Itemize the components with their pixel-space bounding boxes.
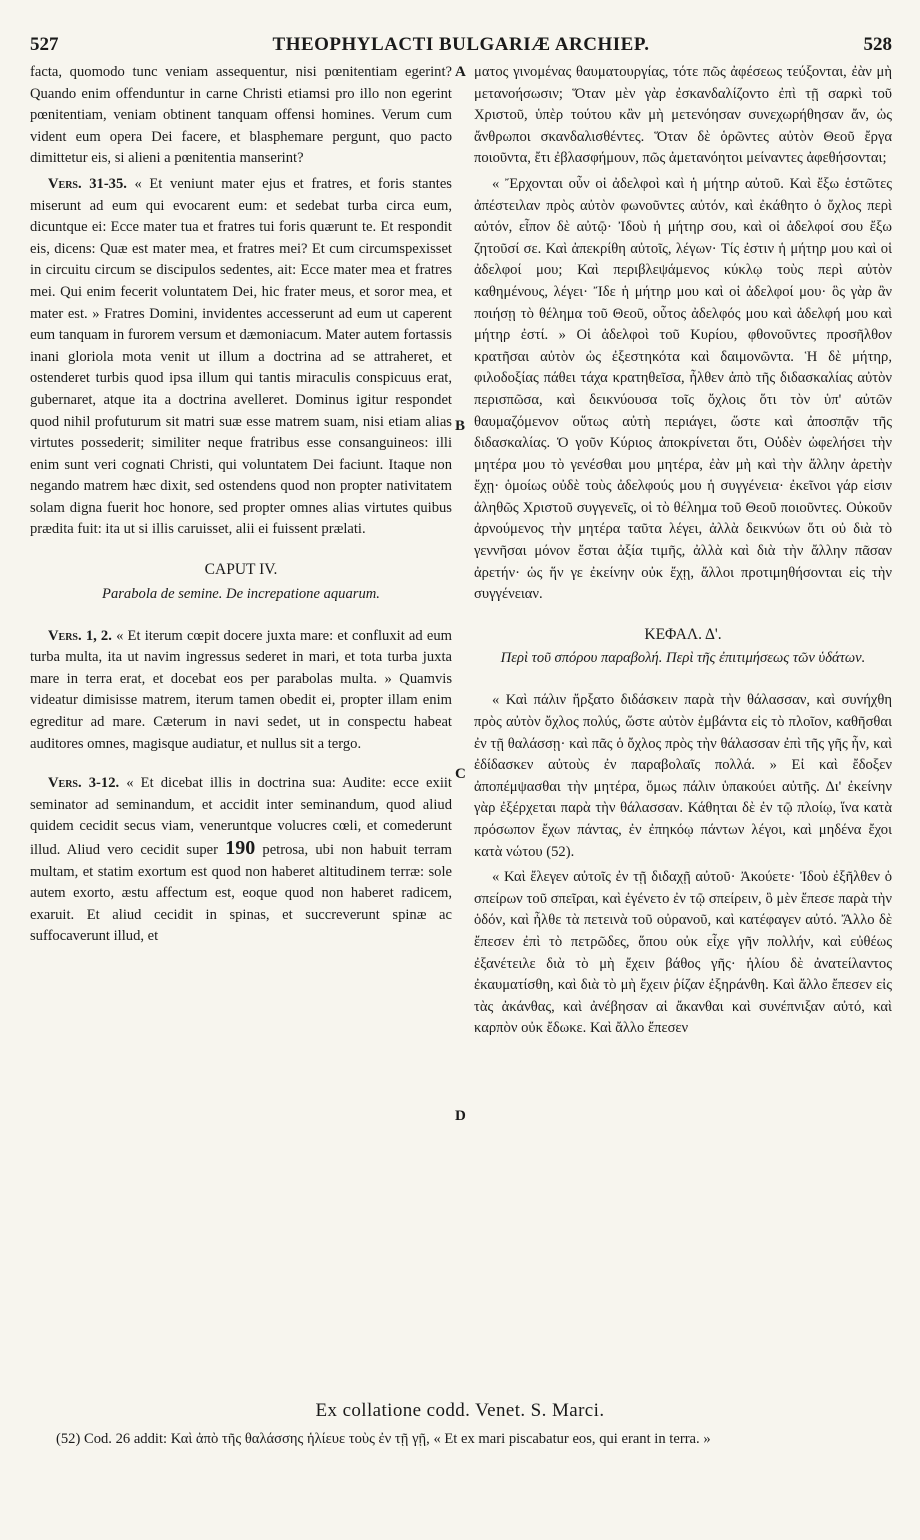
margin-letter-a: A [455,64,466,80]
greek-column [474,62,892,1044]
latin-paragraph-4 [30,773,452,948]
page-number-right: 528 [863,34,892,55]
running-title: THEOPHYLACTI BULGARIÆ ARCHIEP. [272,34,650,55]
verse-label: Vers. 3-12. [48,775,120,792]
margin-letter-c: C [455,766,466,782]
latin-paragraph-1: facta, quomodo tunc veniam assequentur, nisi pœnitentiam egerint? Quando enim offenduntur in carne Christi etiamsi pro illo non egerint pœnitentiam, veniam obtinent tanquam offensi homines. Verum cum vident eum opera Dei facere, et blasphemare pergunt, quo pacto dimittetur eis, si alieni a pœnitentia manserint? [30,64,452,167]
greek-paragraph-2: « Ἔρχονται οὖν οἱ ἀδελφοὶ καὶ ἡ μήτηρ αὐτοῦ. Καὶ ἔξω ἑστῶτες ἀπέστειλαν πρὸς αὐτὸν φωνοῦντες αὐτόν, καὶ ἐκάθητο ὁ ὄχλος περὶ αὐτόν, εἶπον δὲ αὐτῷ· Ἰδοὺ ἡ μήτηρ σου, καὶ οἱ ἀδελφοί σου ἔξω ζητοῦσί σε. Καὶ ἀπεκρίθη αὐτοῖς, λέγων· Τίς ἐστιν ἡ μήτηρ μου καὶ οἱ ἀδελφοί μου; Καὶ περιβλεψάμενος κύκλῳ τοὺς περὶ αὐτὸν καθημένους, λέγει· Ἴδε ἡ μήτηρ μου καὶ οἱ ἀδελφοί μου· ὃς γὰρ ἂν ποιήσῃ τὸ θέλημα τοῦ Θεοῦ, οὗτος ἀδελφός μου καὶ ἀδελφή μου καὶ μήτηρ ἐστί. » Οἱ ἀδελφοὶ τοῦ Κυρίου, φθονοῦντες προσῆλθον κρατῆσαι αὐτὸν ὡς ἐξεστηκότα καὶ δαιμονῶντα. Ἡ δὲ μήτηρ, φιλοδοξίας πάθει τάχα κρατηθεῖσα, ἦλθεν ἀπὸ τῆς διδασκαλίας αὐτὸν περισπῶσα, καὶ δεικνύουσα τοῖς ὄχλοις ὅτι τὸν ὑπ' αὐτῶν θαυμαζόμενον οὕτως αὐτὴ περιάγει, ὥστε καὶ ἀποσπᾷν τῆς διδασκαλίας. Ὁ γοῦν Κύριος ἀποκρίνεται ὅτι, Οὐδὲν ὠφελήσει τὴν μητέρα μου τὸ γενέσθαι μου μητέρα, ἐὰν μὴ καὶ τὴν ἄλλην ἀρετὴν ἔχῃ· ὁμοίως οὐδὲ τοὺς ἀδελφούς μου ἡ συγγένεια· ἐκεῖνοι γάρ εἰσιν ἀληθῶς Χριστοῦ συγγενεῖς, οἱ τὸ θέλημα τοῦ Θεοῦ ποιοῦντες. Οὐκοῦν ἀρνούμενος τὴν μητέρα ταῦτα λέγει, ἀλλὰ δεικνύων ὅτι οὐ διὰ τὸ γεννῆσαι μόνον ἔσται ἀξία τιμῆς, ἀλλὰ καὶ διὰ τὴν ἄλλην πᾶσαν ἀρετήν· ὡς ἥν γε ἐκείνην οὐκ ἔχῃ, ἄλλοι προτιμηθήσονται εἰς τὴν συγγένειαν. [474,175,892,603]
latin-column [30,62,452,952]
margin-letter-d: D [455,1108,466,1124]
latin-paragraph-2 [30,174,452,541]
latin-paragraph-4-text-b: petrosa, ubi non habuit terram multam, et statim exortum est quod non haberet altitudinem terræ: sole autem exorto, æstu affectum est, eoque quod non haberet radicem, exaruit. Et aliud cecidit in spinas, et succreverunt spinæ ac suffocaverunt illud, et [30,842,453,945]
kephal-subtitle: Περὶ τοῦ σπόρου παραβολή. Περὶ τῆς ἐπιτιμήσεως τῶν ὑδάτων. [500,650,866,667]
margin-letter-b: B [455,418,466,434]
verse-label: Vers. 31-35. [48,175,127,192]
kephal-heading: ΚΕΦΑΛ. Δ'. [644,625,722,643]
greek-paragraph-4: « Καὶ ἔλεγεν αὐτοῖς ἐν τῇ διδαχῇ αὐτοῦ· Ἀκούετε· Ἰδοὺ ἐξῆλθεν ὁ σπείρων τοῦ σπεῖραι, καὶ ἐγένετο ἐν τῷ σπείρειν, ὃ μὲν ἔπεσε παρὰ τὴν ὁδόν, καὶ ἦλθε τὰ πετεινὰ τοῦ οὐρανοῦ, καὶ κατέφαγεν αὐτό. Ἄλλο δὲ ἔπεσεν ἐπὶ τὸ πετρῶδες, ὅπου οὐκ εἶχε γῆν πολλήν, καὶ εὐθέως ἐξανέτειλε διὰ τὸ μὴ ἔχειν βάθος γῆς· ἡλίου δὲ ἀνατείλαντος ἐκαυματίσθη, καὶ διὰ τὸ μὴ ἔχειν ῥίζαν ἐξηράνθη. Καὶ ἄλλο ἔπεσεν εἰς τὰς ἀκάνθας, καὶ ἀνέβησαν αἱ ἄκανθαι καὶ συνέπνιξαν αὐτό, καὶ καρπὸν οὐκ ἔδωκε. Καὶ ἄλλο ἔπεσεν [474,869,892,1037]
footnote: (52) Cod. 26 addit: Καὶ ἀπὸ τῆς θαλάσσης ἡλίευε τοὺς ἐν τῇ γῇ, « Et ex mari piscabatur eos, qui erant in terra. » [56,1431,711,1447]
latin-paragraph-4-text-a: « Et dicebat illis in doctrina sua: Audite: ecce exiit seminator ad seminandum, et accidit inter seminandum, quod aliud quidem cecidit secus viam, veneruntque volucres cœli, et comederunt illud. Aliud vero cecidit super [30,775,452,858]
page-marker-number: 190 [225,837,256,859]
caput-subtitle: Parabola de semine. De increpatione aquarum. [102,585,380,602]
latin-paragraph-2-text: « Et veniunt mater ejus et fratres, et foris stantes miserunt ad eum qui evocarent eum: et sedebat turba circa eum, dicuntque ei: Ecce mater tua et fratres tui foris quærunt te. Et respondit eis, dicens: Quæ est mater mea, et fratres mei? Et cum circumspexisset in circuitu circum se discipulos sedentes, ait: Ecce mater mea et fratres mei. Qui enim fecerit voluntatem Dei, hic frater meus, et soror mea, et mater est. » Fratres Domini, invidentes accesserunt ad eum ut caperent eum tanquam in furorem versum et dæmoniacum. Mater autem fortassis inani gloriola mota venit ut illum a doctrina ad se attraheret, et ostenderet turbis quod ipsa illum qui tantis miraculis conspicuus erat, gubernaret, atque ita a doctrina avelleret. Dominus igitur respondet quod nihil profuturum sit matri suæ esse matrem suam, nisi etiam alias virtutes possederit; similiter neque fratribus esse consanguineos: illi enim sunt veri cognati Christi, qui voluntatem Dei faciunt. Itaque non negando matrem hæc dixit, sed ostendens quod non propter nativitatem solam digna fuerit hoc honore, sed propter omnes alias virtutes quibus prædita fuit: ita ut si illis caruisset, alii ei fuissent prælati. [30,175,452,538]
caput-heading: CAPUT IV. [204,561,278,579]
latin-paragraph-3 [30,626,452,756]
greek-paragraph-1: ματος γινομένας θαυματουργίας, τότε πῶς ἀφέσεως τεύξονται, ἐὰν μὴ μετανοήσωσιν; Ὅταν μὲν γὰρ ἐσκανδαλίζοντο ἐπὶ τῇ σαρκὶ τοῦ Χριστοῦ, ὑπὲρ τούτου κἂν μὴ μετενόησαν συνεχωρήθησαν ἄν, ὡς ἄνθρωποι σκανδαλισθέντες. Ὅταν δὲ ὁρῶντες αὐτὸν Θεοῦ ἔργα ποιοῦντα, ἔτι ἐβλασφήμουν, πῶς ἀμετανόητοι μείναντες ἀφεθήσονται; [474,64,892,167]
page-number-left: 527 [30,34,59,55]
collation-title: Ex collatione codd. Venet. S. Marci. [315,1400,605,1421]
running-header [30,34,892,60]
greek-paragraph-3: « Καὶ πάλιν ἤρξατο διδάσκειν παρὰ τὴν θάλασσαν, καὶ συνήχθη πρὸς αὐτὸν ὄχλος πολύς, ὥστε αὐτὸν ἐμβάντα εἰς τὸ πλοῖον, καθῆσθαι ἐν τῇ θαλάσσῃ· καὶ πᾶς ὁ ὄχλος πρὸς τὴν θάλασσαν ἐπὶ τῆς γῆς ἦν, καὶ ἐδίδασκεν αὐτοὺς ἐν παραβολαῖς πολλά. » Εἰ καὶ ἔδοξεν ἀποπέμψασθαι τὴν μητέρα, ὅμως πάλιν ὑπακούει αὐτῆς. Δι' ἐκείνην γὰρ ἐξέρχεται παρὰ τὴν θάλασσαν. Κάθηται δὲ ἐν τῷ πλοίῳ, ἵνα κατὰ πρόσωπον ἔχων πάντας, ἐν ἐπηκόῳ πάντων λέγοι, καὶ μηδένα ἔχοι κατὰ νώτου (52). [474,692,892,860]
latin-paragraph-3-text: « Et iterum cœpit docere juxta mare: et confluxit ad eum turba multa, ita ut navim ingressus sederet in mari, et tota turba juxta mare in terra erat, et docebat eos per parabolas multa. » Quamvis videatur dimisisse matrem, iterum tamen obedit ei, propter illam enim egreditur ad mare. Cæterum in navi sedet, ut in conspectu habeat auditores omnes, magisque audiatur, et nullus sit a tergo. [30,627,452,752]
verse-label: Vers. 1, 2. [48,627,112,644]
